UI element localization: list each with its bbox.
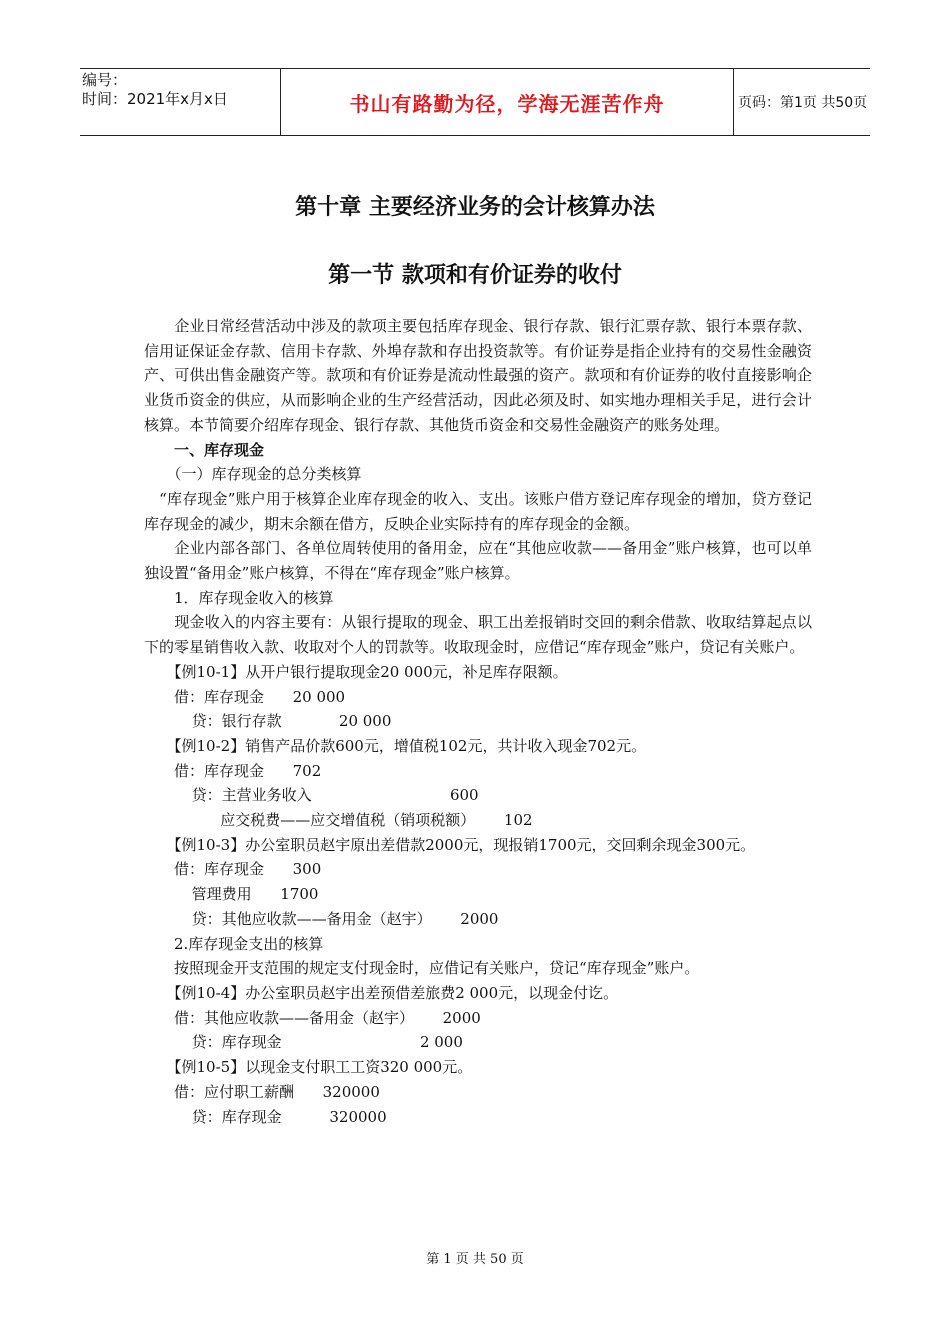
heading-cash: 一、库存现金 — [144, 440, 265, 459]
journal-entry-line: 管理费用 1700 — [144, 885, 319, 904]
journal-entry-line: 应交税费——应交增值税（销项税额） 102 — [144, 811, 533, 830]
header-motto: 书山有路勤为径，学海无涯苦作舟 — [280, 69, 734, 135]
example-10-3: 【例10-3】办公室职员赵宇原出差借款2000元，现报销1700元，交回剩余现金300元。 — [144, 835, 756, 854]
document-body — [144, 314, 812, 1129]
subheading-cash-payments: 2.库存现金支出的核算 — [144, 934, 324, 953]
paragraph-cash-receipts: 现金收入的内容主要有：从银行提取的现金、职工出差报销时交回的剩余借款、收取结算起点以下的零星销售收入款、收取对个人的罚款等。收取现金时，应借记“库存现金”账户，贷记有关账户。 — [144, 613, 812, 657]
journal-entry-line: 借：应付职工薪酬 320000 — [144, 1082, 380, 1101]
journal-entry-line: 借：其他应收款——备用金（赵宇） 2000 — [144, 1008, 481, 1027]
journal-entry-line: 贷：银行存款 20 000 — [144, 712, 392, 731]
example-10-5: 【例10-5】以现金支付职工工资320 000元。 — [144, 1058, 473, 1077]
example-10-4: 【例10-4】办公室职员赵宇出差预借差旅费2 000元，以现金付讫。 — [144, 983, 619, 1002]
paragraph-petty-cash: 企业内部各部门、各单位周转使用的备用金，应在“其他应收款——备用金”账户核算，也可以单独设置“备用金”账户核算，不得在“库存现金”账户核算。 — [144, 539, 812, 583]
section-title: 第一节 款项和有价证券的收付 — [328, 263, 622, 288]
page-header — [80, 68, 870, 136]
example-10-1: 【例10-1】从开户银行提取现金20 000元，补足库存限额。 — [144, 662, 568, 681]
number-label: 编号： — [82, 71, 128, 89]
journal-entry-line: 贷：其他应收款——备用金（赵宇） 2000 — [144, 909, 499, 928]
journal-entry-line: 贷：库存现金 2 000 — [144, 1033, 463, 1052]
paragraph-cash-payments: 按照现金开支范围的规定支付现金时，应借记有关账户，贷记“库存现金”账户。 — [144, 959, 700, 978]
journal-entry-line: 借：库存现金 702 — [144, 761, 322, 780]
header-page-info: 页码：第1页 共50页 — [738, 95, 868, 111]
journal-entry-line: 贷：主营业务收入 600 — [144, 786, 479, 805]
paragraph-cash-account: “库存现金”账户用于核算企业库存现金的收入、支出。该账户借方登记库存现金的增加，贷方登记库存现金的减少，期末余额在借方，反映企业实际持有的库存现金的金额。 — [144, 489, 812, 533]
example-10-2: 【例10-2】销售产品价款600元，增值税102元，共计收入现金702元。 — [144, 736, 647, 755]
header-meta — [82, 71, 278, 133]
chapter-title: 第十章 主要经济业务的会计核算办法 — [295, 195, 655, 220]
journal-entry-line: 借：库存现金 20 000 — [144, 687, 346, 706]
date-line: 时间：2021年x月x日 — [82, 90, 228, 108]
page-footer: 第 1 页 共 50 页 — [426, 1252, 524, 1267]
journal-entry-line: 贷：库存现金 320000 — [144, 1107, 387, 1126]
journal-entry-line: 借：库存现金 300 — [144, 860, 322, 879]
intro-paragraph: 企业日常经营活动中涉及的款项主要包括库存现金、银行存款、银行汇票存款、银行本票存款、信用证保证金存款、信用卡存款、外埠存款和存出投资款等。有价证券是指企业持有的交易性金融资产、可供出售金融资产等。款项和有价证券是流动性最强的资产。款项和有价证券的收付直接影响企业货币资金的供应，从而影响企业的生产经营活动，因此必须及时、如实地办理相关手足，进行会计核算。本节简要介绍库存现金、银行存款、其他货币资金和交易性金融资产的账务处理。 — [144, 317, 812, 434]
subheading-general-ledger: （一）库存现金的总分类核算 — [144, 465, 362, 484]
subheading-cash-receipts: 1．库存现金收入的核算 — [144, 588, 334, 607]
